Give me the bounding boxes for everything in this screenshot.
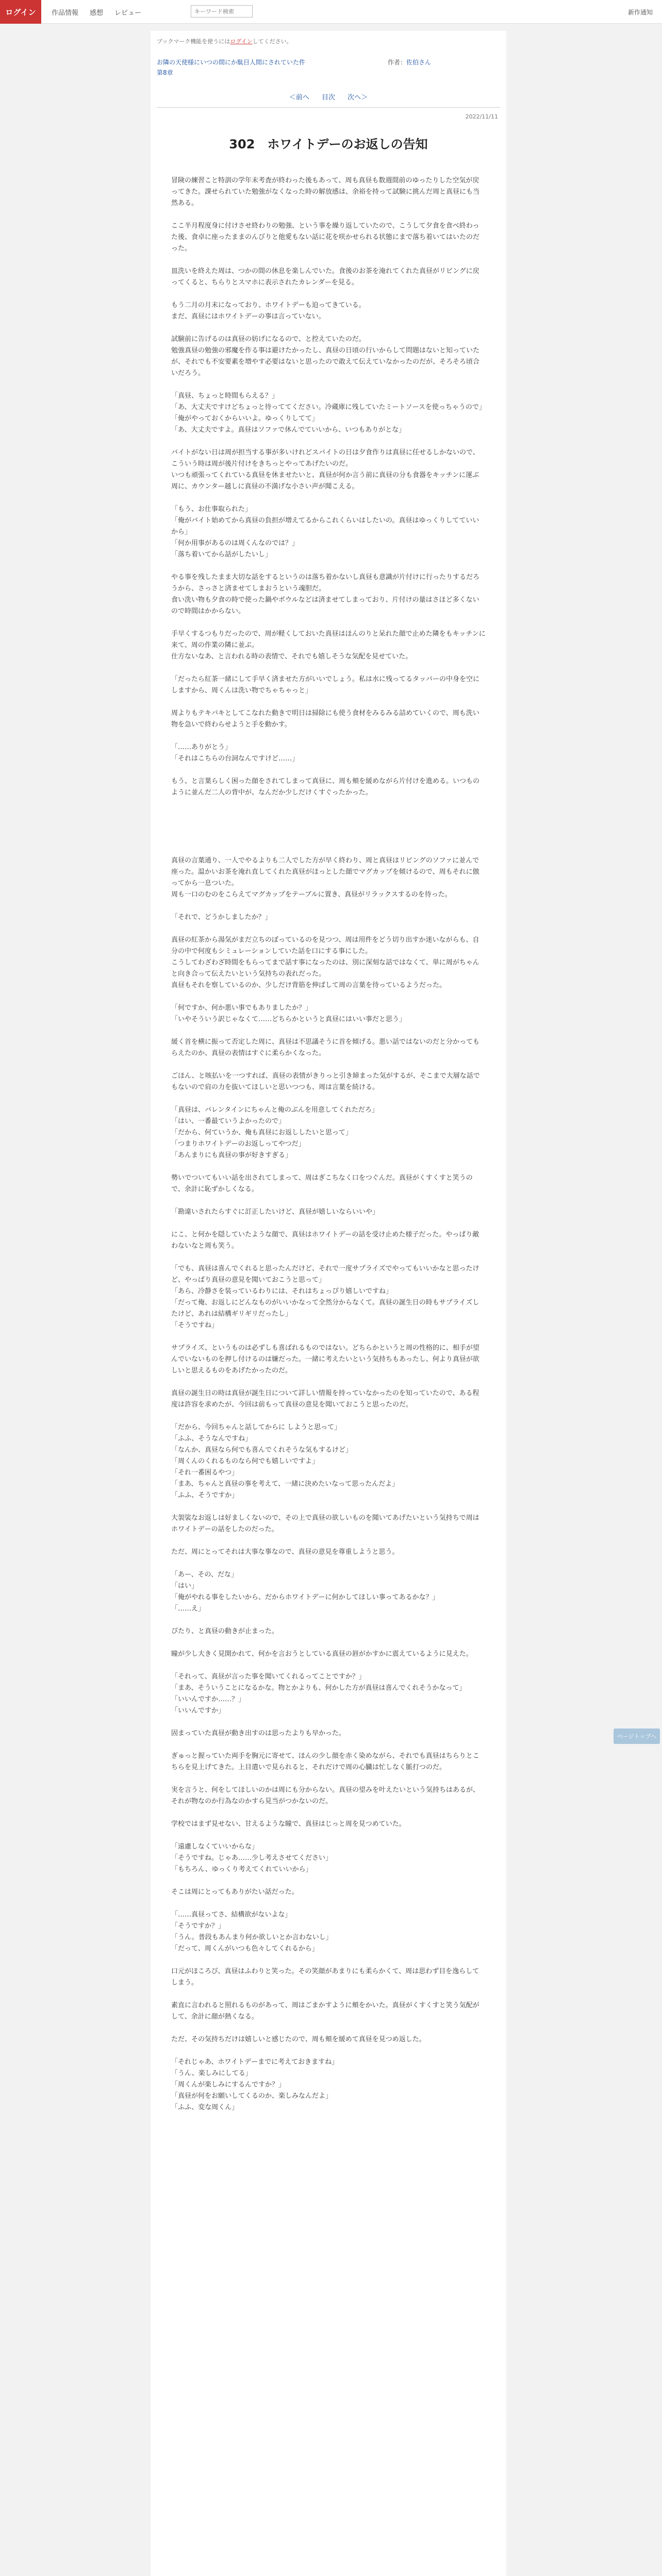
paragraph: 皿洗いを終えた周は、つかの間の休息を楽しんでいた。食後のお茶を淹れてくれた真昼がリビングに戻ってくると、ちらりとスマホに表示されたカレンダーを見る。 — [171, 267, 479, 286]
chapter-body — [171, 175, 486, 2125]
new-notice-link[interactable]: 新作通知 — [627, 9, 653, 16]
paragraph: もう、と言葉らしく困った顔をされてしまって真昼に、周も頬を緩めながら片付けを進める。いつものように並んだ二人の背中が、なんだか少しだけくすぐったかった。 — [171, 777, 480, 796]
paragraph: 「それって、真昼が言った事を聞いてくれるってことですか？」 「まあ、そういうことになるかな。物とかよりも、何かした方が真昼は喜んでくれそうかなって」 「いいんですか……？」 「いいんですか」 — [171, 1673, 466, 1715]
paragraph: もう二月の月末になっており、ホワイトデーも迫ってきている。 まだ、真昼にはホワイトデーの事は言っていない。 — [171, 301, 366, 320]
paragraph: 「でも、真昼は喜んでくれると思ったんだけど、それで一度サプライズでやってもいいかなと思ったけど、やっぱり真昼の意見を聞いておこうと思って」 「あら、冷静さを装っているわりには、それはちょっぴり嬉しいですね」 「だって俺、お返しにどんなものがいいかなって全然分からなくて。真昼の誕生日の時もサプライズしたけど、あれは結構ギリギリだったし」 「そうですね」 — [171, 1265, 479, 1329]
author-label: 作者： — [388, 59, 407, 66]
paragraph: 「……真昼ってさ、結構欲がないよな」 「そうですか？」 「うん。普段もあんまり何か欲しいとか言わないし」 「だって、周くんがいつも色々してくれるから」 — [171, 1911, 333, 1953]
author-link[interactable]: 佐伯さん — [406, 59, 432, 66]
novel-title-link[interactable]: お隣の天使様にいつの間にか駄目人間にされていた件 — [157, 59, 306, 66]
paragraph: 固まっていた真昼が動き出すのは思ったよりも早かった。 — [171, 1730, 346, 1737]
page-top-button[interactable] — [614, 1728, 660, 1744]
paragraph: 「何ですか、何か悪い事でもありましたか？」 「いやそういう訳じゃなくて……どちらかというと真昼にはいい事だと思う」 — [171, 1004, 406, 1023]
paragraph: 大袈裟なお返しは好ましくないので、その上で真昼の欲しいものを聞いてあげたいという気持ちで周はホワイトデーの話をしたのだった。 — [171, 1514, 479, 1533]
search-input[interactable] — [191, 5, 253, 18]
paragraph: 「遠慮しなくていいからな」 「そうですね。じゃあ……少し考えさせてください」 「もちろん、ゆっくり考えてくれていいから」 — [171, 1843, 333, 1873]
chapter-group-link[interactable]: 第8章 — [157, 69, 173, 76]
toc-link[interactable]: 目次 — [321, 94, 335, 101]
paragraph: 口元がほころび、真昼はふわりと笑った。その笑顔があまりにも柔らかくて、周は思わず目を逸らしてしまう。 — [171, 1968, 479, 1987]
paragraph: 「真昼、ちょっと時間もらえる？」 「あ、大丈夫ですけどちょっと待っててください。冷蔵庫に残していたミートソースを使っちゃうので」 「俺がやっておくからいいよ。ゆっくりしてて」 「あ、大丈夫ですよ。真昼はソファで休んでていいから、いつもありがとな」 — [171, 392, 486, 434]
login-label: ログイン — [5, 7, 36, 17]
paragraph: 真昼の誕生日の時は真昼が誕生日について詳しい情報を持っていなかったのを知っていたので、ある程度は許容を求めたが、今回は前もって真昼の意見を聞いておこうと思ったのだ。 — [171, 1389, 479, 1409]
paragraph: ぎゅっと握っていた両手を胸元に寄せて、ほんの少し顔を赤く染めながら、それでも真昼はちらりとこちらを見上げてきた。上目遣いで見られると、それだけで周の心臓は忙しなく脈打つのだ。 — [171, 1752, 479, 1771]
paragraph: ただ、その気持ちだけは嬉しいと感じたので、周も頬を緩めて真昼を見つめ返した。 — [171, 2036, 426, 2043]
paragraph: ただ、周にとってそれは大事な事なので、真昼の意見を尊重しようと思う。 — [171, 1548, 399, 1556]
author-meta — [388, 58, 431, 66]
paragraph: そこは周にとってもありがたい話だった。 — [171, 1888, 299, 1896]
paragraph: 「だから、今回ちゃんと話してからに しようと思って」 「ふふ、そうなんですね」 「なんか、真昼なら何でも喜んでくれそうな気もするけど」 「周くんのくれるものなら何でも嬉しいですよ」 「それ一番困るやつ」 「まあ、ちゃんと真昼の事を考えて、一緒に決めたいなって思ったんだよ」 「ふふ、そうですか」 — [171, 1423, 399, 1499]
post-date: 2022/11/11 — [465, 113, 498, 120]
prev-link[interactable]: ＜前へ — [289, 94, 309, 101]
notice-suffix: してください。 — [252, 38, 292, 45]
paragraph: 冒険の練習こと特訓の学年末考査が終わった後もあって、周も真昼も数週間前のゆったりした空気が戻ってきた。課せられていた勉強がなくなった時の解放感は、余裕を持って試験に挑んだ周と真昼にも当然ある。 — [171, 177, 480, 207]
paragraph: 「……ありがとう」 「それはこちらの台詞なんですけど……」 — [171, 743, 299, 762]
nav-item-info[interactable]: 作品情報 — [52, 9, 79, 17]
paragraph: 試験前に告げるのは真昼の妨げになるので、と控えていたのだ。 勉強真昼の勉強の邪魔を作る事は避けたかったし、真昼の日頃の行いからして問題はないと知っていたが、それでも不安要素を増やす必要はないと思ったので敢えて伝えていなかったのだが、そろそろ頃合いだろう。 — [171, 335, 480, 377]
paragraph: 緩く首を横に振って否定した周に、真昼は不思議そうに首を傾げる。悪い話ではないのだと分かってもらえたのか、真昼の表情はすぐに柔らかくなった。 — [171, 1038, 480, 1057]
paragraph: 「それで、どうかしましたか？」 — [171, 913, 272, 921]
paragraph: 手早くするつもりだったので、周が軽くしておいた真昼はほんのりと呆れた顔で止めた隣をもキッチンに来て、周の作業の隣に並ぶ。 仕方ないなあ、と言われる時の表情で、それでも嬉しそうな気配を見せていた。 — [171, 630, 486, 660]
paragraph: 勢いでついてもいい話を出されてしまって、周はぎこちなく口をつぐんだ。真昼がくすくすと笑うので、余計に恥ずかしくなる。 — [171, 1174, 473, 1193]
paragraph: 「それじゃあ、ホワイトデーまでに考えておきますね」 「うん、楽しみにしてる」 「周くんが楽しみにするんですか？」 「真昼が何をお願いしてくるのか、楽しみなんだよ」 「ふふ、変な周くん」 — [171, 2058, 339, 2111]
paragraph: 真昼の紅茶から湯気がまだ立ちのぼっているのを見つつ、周は用件をどう切り出すか迷いながらも、自分の中で何度もシミュレーションしていた話を口にする事にした。 こうしてわざわざ時間をもらってまで話す事になったのは、別に深刻な話ではなくて、単に周がちゃんと向き合って伝えたいという気持ちの表れだった。 真昼もそれを察しているのか、少しだけ背筋を伸ばして周の言葉を待っているようだった。 — [171, 936, 479, 989]
paragraph: 周よりもテキパキとしてこなれた動きで明日は掃除にも使う食材をみるみる詰めていくので、周も洗い物を急いで終わらせようと手を動かす。 — [171, 709, 479, 728]
nav-item-review[interactable]: レビュー — [114, 9, 142, 17]
top-nav — [52, 7, 141, 17]
paragraph: 瞳が少し大きく見開かれて、何かを言おうとしている真昼の唇がかすかに震えているように見えた。 — [171, 1650, 473, 1658]
paragraph: 「もう、お仕事取られた」 「俺がバイト始めてから真昼の負担が増えてるからこれくらいはしたいの。真昼はゆっくりしてていいから」 「何か用事があるのは周くんなのでは？」 「落ち着いてから話がしたいし」 — [171, 505, 479, 558]
notice-login-link[interactable]: ログイン — [230, 38, 253, 45]
paragraph: ぴたり、と真昼の動きが止まった。 — [171, 1628, 279, 1635]
paragraph: ここ半月程度身に付けさせ終わりの勉強、という事を繰り返していたので、こうして夕食を食べ終わった後、食卓に座ったままのんびりと他愛もない話に花を咲かせられる状態にまで落ち着いてはいたのだった。 — [171, 222, 480, 252]
chapter-title: 302 ホワイトデーのお返しの告知 — [229, 137, 428, 151]
page-top-label: ページトップへ — [617, 1733, 657, 1740]
top-bar — [0, 0, 662, 24]
paragraph: やる事を残したまま大切な話をするというのは落ち着かないし真昼も意識が片付けに行ったりするだろうから、さっさと済ませてしまおうという魂胆だ。 食い洗い物も夕食の時で使った鍋やボウルなどは済ませてしまっており、片付けの量はさほど多くないので時間はかからない。 — [171, 573, 480, 615]
paragraph: 実を言うと、何をしてほしいのかは周にも分からない。真昼の望みを叶えたいという気持ちはあるが、それが物なのか行為なのかすら見当がつかないのだ。 — [171, 1786, 480, 1805]
paragraph: 「あー、その、だな」 「はい」 「俺がやれる事をしたいから、だからホワイトデーに何かしてほしい事ってあるかな？」 「……え」 — [171, 1571, 439, 1613]
bookmark-notice — [157, 37, 292, 45]
next-link[interactable]: 次へ＞ — [347, 94, 368, 101]
novel-page — [151, 31, 506, 2576]
paragraph: 「勘違いされたらすぐに訂正したいけど、真昼が嬉しいならいいや」 — [171, 1208, 379, 1216]
paragraph: 素直に言われると照れるものがあって、周はごまかすように頬をかいた。真昼がくすくすと笑う気配がして、余計に顔が熱くなる。 — [171, 2002, 479, 2021]
divider — [157, 107, 500, 108]
paragraph: にこ、と何かを隠していたような顔で、真昼はホワイトデーの話を受け止めた様子だった。やっぱり敵わないなと周も笑う。 — [171, 1231, 479, 1250]
login-button[interactable] — [0, 0, 41, 24]
paragraph: 「真昼は、バレンタインにちゃんと俺のぶんを用意してくれただろ」 「はい、一番最ていうよかったので」 「だから、何ていうか、俺も真昼にお返ししたいと思って」 「つまりホワイトデーのお返しってやつだ」 「あんまりにも真昼の事が好きすぎる」 — [171, 1106, 378, 1159]
paragraph: バイトがない日は周が担当する事が多いけれどスパイトの日は夕食作りは真昼に任せるしかないので、こういう時は周が後片付けをきちっとやってあげたいのだ。 いつも頑張ってくれている真昼を休ませたいと、真昼が何か言う前に真昼の分も食器をキッチンに運ぶ周に、カウンター越しに真昼の不満げな小さい声が聞こえる。 — [171, 449, 479, 490]
nav-item-reviews-impressions[interactable]: 感想 — [90, 9, 104, 17]
paragraph: ごほん、と咳払いを一つすれば、真昼の表情がきりっと引き締まった気がするが、そこまで大層な話でもないので肩の力を抜いてほしいと思いつつも、周は言葉を続ける。 — [171, 1072, 480, 1091]
pager-top — [151, 92, 506, 101]
paragraph: 真昼の言葉通り、一人でやるよりも二人でした方が早く終わり、周と真昼はリビングのソファに並んで座った。温かいお茶を淹れ直してくれた真昼がほっとした顔でマグカップを傾けるので、周もそれに倣ってから一息ついた。 周も一口のむのをこらえてマグカップをテーブルに置き、真昼がリラックスするのを待った。 — [171, 857, 479, 899]
paragraph: 学校ではまず見せない、甘えるような瞳で、真昼はじっと周を見つめていた。 — [171, 1820, 406, 1828]
paragraph: サプライズ、というものは必ずしも喜ばれるものではない。どちらかというと周の性格的に、相手が望んでいないものを押し付けるのは嫌だった。一緒に考えたいという気持ちもあったし、何より真昼が欲しいと思えるものをあげたかったのだ。 — [171, 1344, 479, 1375]
paragraph: 「だったら紅茶一緒にして手早く済ませた方がいいでしょう。私は水に残ってるタッパーの中身を空にしますから、周くんは洗い物でちゃちゃっと」 — [171, 675, 480, 694]
notice-prefix: ブックマーク機能を使うには — [157, 38, 230, 45]
